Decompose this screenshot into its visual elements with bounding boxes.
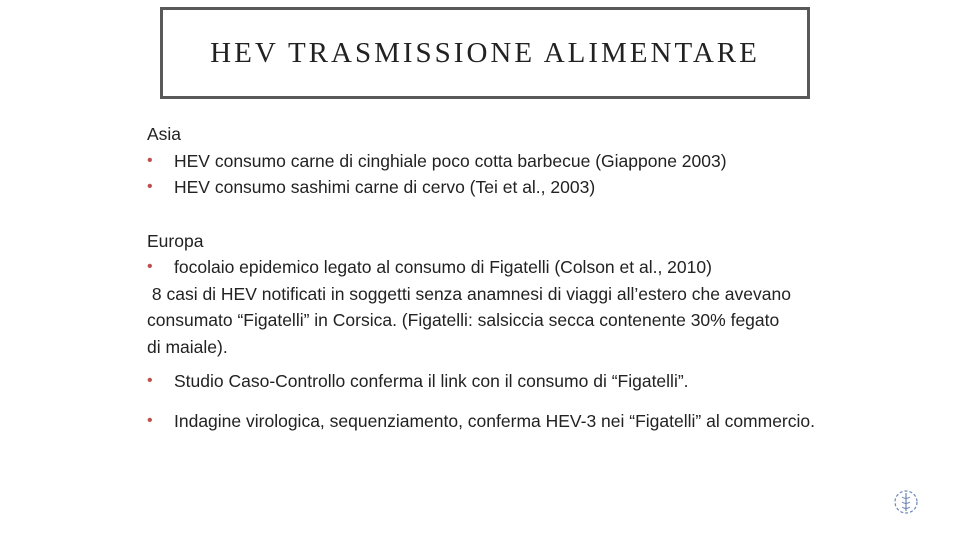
title-box [160, 7, 810, 99]
europa-bullet-1-text: focolaio epidemico legato al consumo di Figatelli (Colson et al., 2010) [174, 257, 712, 277]
europa-paragraph [147, 281, 877, 361]
bullet-icon: • [147, 178, 153, 195]
europa-paragraph-line-1: 8 casi di HEV notificati in soggetti senza anamnesi di viaggi all’estero che avevano [147, 283, 791, 304]
europa-bullet-3 [147, 408, 877, 435]
europa-bullet-1 [147, 254, 877, 281]
europa-heading: Europa [147, 230, 204, 251]
bullet-icon: • [147, 411, 153, 429]
europa-bullet-2 [147, 368, 877, 395]
asia-heading: Asia [147, 124, 182, 144]
asia-bullet-1-text: HEV consumo carne di cinghiale poco cotta barbecue (Giappone 2003) [174, 150, 727, 171]
slide-content [147, 121, 877, 434]
europa-paragraph-line-2: consumato “Figatelli” in Corsica. (Figatelli: salsiccia secca contenente 30% fegato [147, 310, 780, 330]
europa-bullet-3-text: Indagine virologica, sequenziamento, conferma HEV-3 nei “Figatelli” al commercio. [174, 410, 815, 431]
slide-title: HEV TRASMISSIONE ALIMENTARE [210, 36, 760, 69]
asia-bullet-1 [147, 148, 877, 175]
asia-bullet-2-text: HEV consumo sashimi carne di cervo (Tei et al., 2003) [174, 177, 596, 197]
bullet-icon: • [147, 151, 153, 169]
europa-bullet-2-text: Studio Caso-Controllo conferma il link con il consumo di “Figatelli”. [174, 371, 689, 391]
asia-bullet-2 [147, 174, 877, 201]
bullet-icon: • [147, 372, 153, 389]
institution-seal-icon [892, 488, 920, 516]
bullet-icon: • [147, 258, 153, 275]
europa-paragraph-line-3: di maiale). [147, 336, 228, 357]
